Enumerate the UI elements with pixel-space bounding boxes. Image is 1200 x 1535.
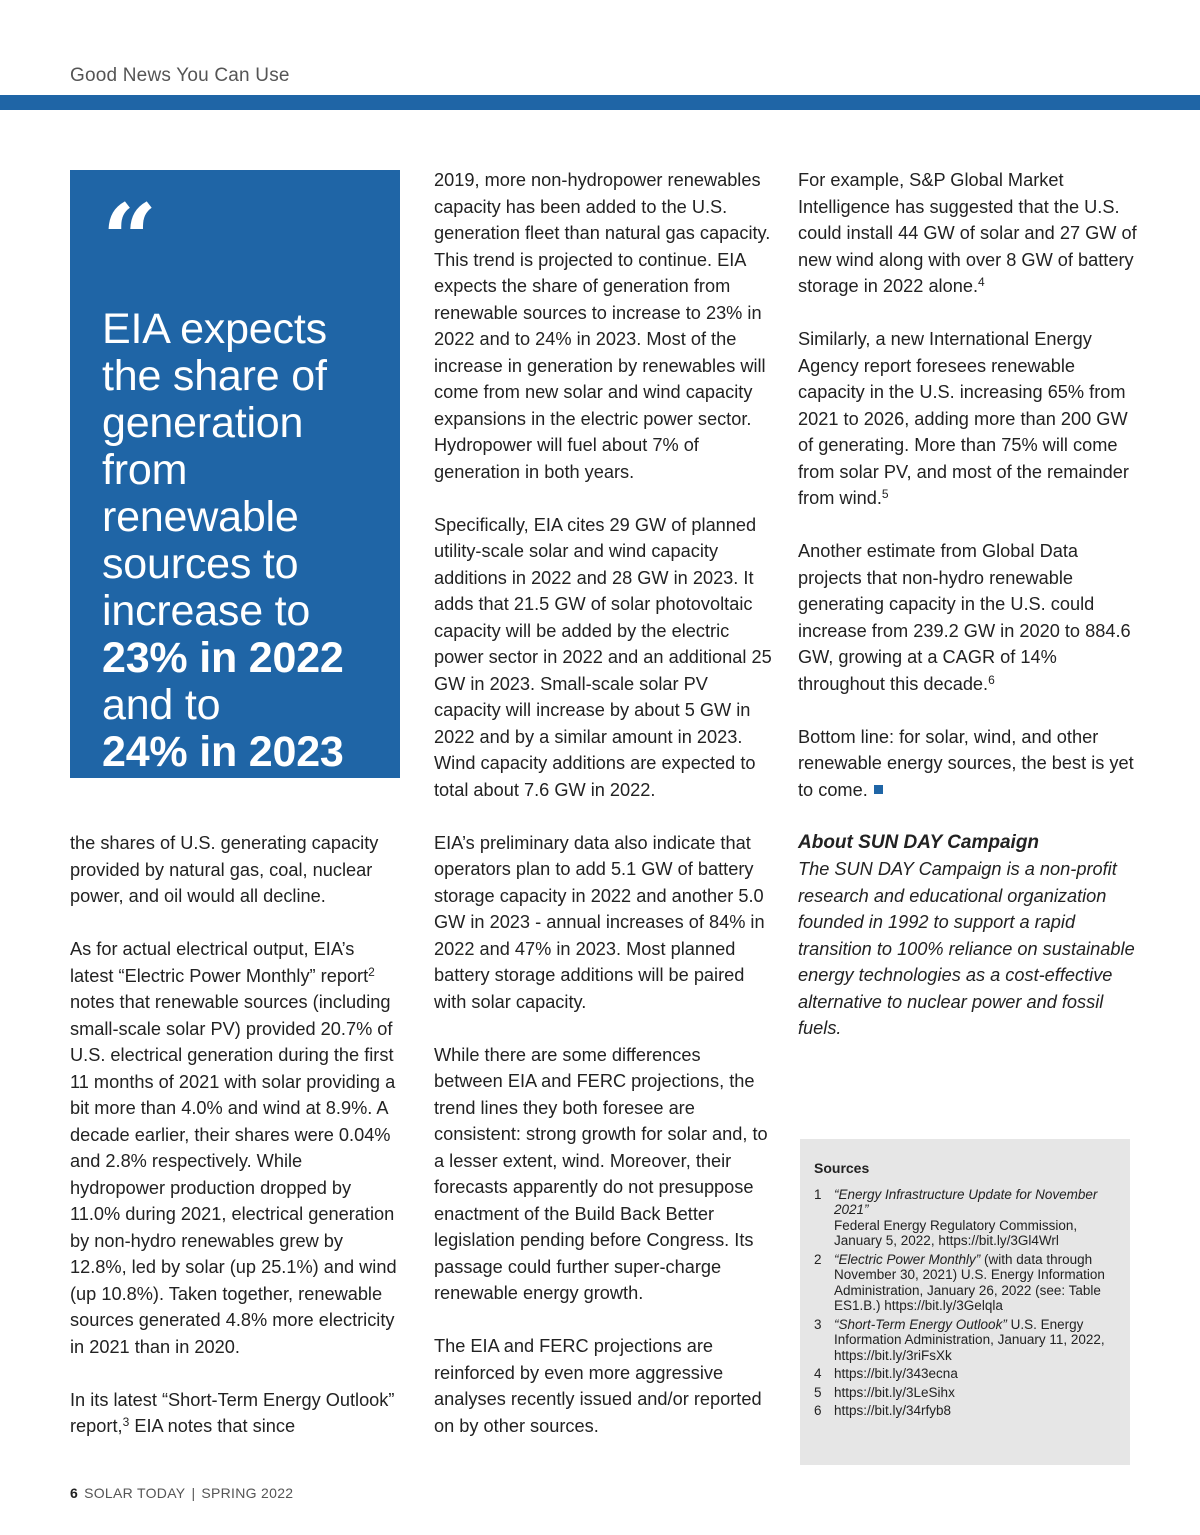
paragraph: 2019, more non-hydropower renewables capacity has been added to the U.S. generation fleet than natural gas capacity. This trend is projected to continue. EIA expects the share of generation from renewable sources to increase to 23% in 2022 and to 24% in 2023. Most of the increase in generation by renewables will come from new solar and wind capacity expansions in the electric power sector. Hydropower will fuel about 7% of generation in both years. <box>434 170 771 482</box>
footnote-ref: 2 <box>368 964 375 979</box>
pull-quote-connector: and to <box>102 681 221 729</box>
footnote-ref: 4 <box>978 275 985 289</box>
paragraph: While there are some differences between EIA and FERC projections, the trend lines they both foresee are consistent: strong growth for solar and, to a lesser extent, wind. Moreover, their forecasts apparently do not presuppose enactment of the Build Back Better legislation pending before Congress. Its passage could further super-charge renewable energy growth. <box>434 1044 768 1303</box>
source-detail: U.S. Energy Information Administration, January 11, 2022, https://bit.ly/3riFsXk <box>834 1316 1105 1363</box>
sources-box <box>800 1139 1130 1465</box>
source-number: 5 <box>814 1384 822 1400</box>
paragraph: Specifically, EIA cites 29 GW of planned utility-scale solar and wind capacity additions in 2022 and 28 GW in 2023. It adds that 21.5 GW of solar photovoltaic capacity will be added by the electric power sector in 2022 and an additional 25 GW in 2023. Small-scale solar PV capacity will increase by about 5 GW in 2022 and by a similar amount in 2023. Wind capacity additions are expected to total about 7.6 GW in 2022. <box>434 514 772 800</box>
pull-quote-line: the share of <box>102 352 327 400</box>
header-rule <box>0 95 1200 110</box>
paragraph-text: EIA notes that since <box>129 1416 296 1436</box>
source-title: “Energy Infrastructure Update for November 2021” <box>834 1186 1098 1217</box>
source-link[interactable]: https://bit.ly/343ecna <box>834 1366 958 1381</box>
about-text: The SUN DAY Campaign is a non-profit research and educational organization founded in 1992 to support a rapid transition to 100% reliance on sustainable energy technologies as a cost-effective alternative to nuclear power and fossil fuels. <box>798 859 1135 1038</box>
quote-mark-icon: “ <box>102 183 152 296</box>
pull-quote-line: generation <box>102 399 304 447</box>
paragraph-text: Bottom line: for solar, wind, and other renewable energy sources, the best is yet to come. <box>798 726 1134 800</box>
source-item <box>814 1317 1116 1364</box>
paragraph-text: In its latest “Short-Term Energy Outlook” report, <box>70 1389 395 1436</box>
pull-quote-highlight-2023: 24% in 2023 <box>102 728 344 776</box>
paragraph-text: Another estimate from Global Data projects that non-hydro renewable generating capacity in the U.S. could increase from 239.2 GW in 2020 to 884.6 GW, growing at a CAGR of 14% throughout this decade. <box>798 541 1131 694</box>
paragraph-text: notes that renewable sources (including small-scale solar PV) provided 20.7% of U.S. electrical generation during the first 11 months of 2021 with solar providing a bit more than 4.0% and wind at 8.9%. A decade earlier, their shares were 0.04% and 2.8% respectively. While hydropower production dropped by 11.0% during 2021, electrical generation by non-hydro renewables grew by 12.8%, led by solar (up 25.1%) and wind (up 10.8%). Taken together, renewable sources generated 4.8% more electricity in 2021 than in 2020. <box>70 992 397 1357</box>
paragraph <box>798 724 1138 804</box>
end-of-article-square-icon <box>874 785 883 794</box>
source-detail: (with data through November 30, 2021) U.S. Energy Information Administration, January 26, 2022 (see: Table ES1.B.) https://bit.ly/3Gelqla <box>834 1251 1105 1313</box>
source-number: 6 <box>814 1403 822 1418</box>
pull-quote-line: from <box>102 446 188 494</box>
source-number: 3 <box>814 1316 822 1332</box>
paragraph: EIA’s preliminary data also indicate that operators plan to add 5.1 GW of battery storage capacity in 2022 and another 5.0 GW in 2023 - annual increases of 84% in 2022 and 47% in 2023. Most planned battery storage additions will be paired with solar capacity. <box>434 832 765 1012</box>
footnote-ref: 6 <box>988 672 995 687</box>
pull-quote-highlight-2022: 23% in 2022 <box>102 634 344 682</box>
issue-label: SPRING 2022 <box>201 1485 294 1501</box>
pull-quote-line: renewable <box>102 493 299 541</box>
section-label: Good News You Can Use <box>70 65 290 86</box>
pull-quote-text <box>102 306 370 776</box>
column-3 <box>798 167 1138 1068</box>
paragraph <box>798 167 1138 300</box>
source-item <box>814 1366 1116 1382</box>
source-item <box>814 1385 1116 1401</box>
pull-quote-line: sources to <box>102 540 299 588</box>
paragraph <box>798 326 1138 512</box>
paragraph <box>798 538 1138 697</box>
paragraph <box>70 936 400 1360</box>
paragraph-text: Similarly, a new International Energy Agency report foresees renewable capacity in the U.S. increasing 65% from 2021 to 2026, adding more than 200 GW of generating. More than 75% will come from solar PV, and most of the remainder from wind. <box>798 329 1129 508</box>
paragraph: the shares of U.S. generating capacity provided by natural gas, coal, nuclear power, and oil would all decline. <box>70 833 379 906</box>
source-number: 2 <box>814 1251 822 1267</box>
source-number: 1 <box>814 1186 822 1202</box>
paragraph: The EIA and FERC projections are reinforced by even more aggressive analyses recently issued and/or reported on by other sources. <box>434 1336 762 1436</box>
column-1 <box>70 830 400 1466</box>
paragraph-text: For example, S&P Global Market Intelligence has suggested that the U.S. could install 44 GW of solar and 27 GW of new wind along with over 8 GW of battery storage in 2022 alone. <box>798 170 1137 296</box>
source-body <box>834 1317 1116 1364</box>
footnote-ref: 3 <box>122 1415 130 1429</box>
source-body <box>834 1252 1116 1314</box>
source-item <box>814 1252 1116 1314</box>
source-item <box>814 1403 1116 1419</box>
pull-quote-line: increase to <box>102 587 311 635</box>
source-detail: Federal Energy Regulatory Commission, January 5, 2022, https://bit.ly/3Gl4Wrl <box>834 1217 1078 1248</box>
sources-title: Sources <box>814 1160 870 1176</box>
source-title: “Short-Term Energy Outlook” <box>834 1316 1007 1332</box>
publication-name: SOLAR TODAY <box>84 1485 186 1501</box>
about-heading: About SUN DAY Campaign <box>798 831 1040 853</box>
footnote-ref: 5 <box>881 487 889 501</box>
pull-quote-line: EIA expects <box>102 305 327 353</box>
footer-separator: | <box>191 1485 196 1501</box>
source-item <box>814 1187 1116 1249</box>
paragraph-text: As for actual electrical output, EIA’s latest “Electric Power Monthly” report <box>70 939 369 986</box>
source-body <box>834 1187 1116 1249</box>
source-link[interactable]: https://bit.ly/34rfyb8 <box>834 1403 952 1418</box>
column-2 <box>434 167 774 1466</box>
source-title: “Electric Power Monthly” <box>834 1251 981 1267</box>
paragraph <box>70 1387 400 1440</box>
page-number: 6 <box>70 1485 79 1501</box>
pull-quote-box <box>70 170 400 778</box>
source-number: 4 <box>814 1366 822 1381</box>
page-footer <box>70 1485 293 1501</box>
source-link[interactable]: https://bit.ly/3LeSihx <box>834 1384 955 1400</box>
